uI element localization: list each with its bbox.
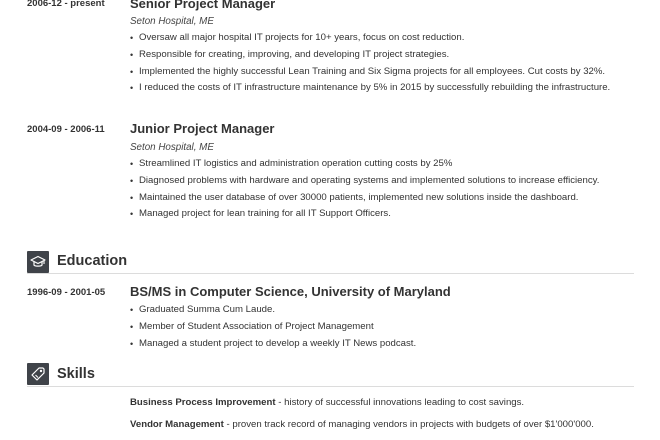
skill-name: Business Process Improvement (130, 397, 276, 408)
skill-item (130, 419, 594, 430)
list-item: • Maintained the user database of over 30000 patients, implemented new solutions inside the dashboard. (130, 190, 599, 207)
job-bullet-list (130, 30, 610, 97)
section-divider (27, 386, 634, 387)
job-organization: Seton Hospital, ME (130, 142, 214, 153)
list-item: • Responsible for creating, improving, and developing IT project strategies. (130, 47, 610, 64)
puzzle-tag-icon (27, 363, 49, 385)
list-item: • Streamlined IT logistics and administration operation cutting costs by 25% (130, 156, 599, 173)
skill-item (130, 397, 524, 408)
section-heading: Education (57, 253, 128, 269)
job-date: 2004-09 - 2006-11 (27, 124, 105, 135)
list-item: • Oversaw all major hospital IT projects for 10+ years, focus on cost reduction. (130, 30, 610, 47)
list-item: • Managed a student project to develop a weekly IT News podcast. (130, 336, 416, 353)
job-organization: Seton Hospital, ME (130, 16, 214, 27)
job-title: Senior Project Manager (130, 0, 276, 11)
list-item: • Graduated Summa Cum Laude. (130, 302, 416, 319)
list-item: • I reduced the costs of IT infrastructure maintenance by 5% in 2015 by successfully rebuilding the infrastructure. (130, 80, 610, 97)
list-item: • Member of Student Association of Project Management (130, 319, 416, 336)
list-item: • Managed project for lean training for all IT Support Officers. (130, 206, 599, 223)
skill-description: - proven track record of managing vendors in projects with budgets of over $1'000'000. (223, 419, 594, 430)
job-title: Junior Project Manager (130, 121, 275, 136)
education-title: BS/MS in Computer Science, University of Maryland (130, 284, 451, 299)
list-item: • Implemented the highly successful Lean Training and Six Sigma projects for all employees. Cut costs by 32%. (130, 64, 610, 81)
list-item: • Diagnosed problems with hardware and operating systems and implemented solutions to increase efficiency. (130, 173, 599, 190)
section-heading: Skills (57, 366, 95, 382)
job-bullet-list (130, 156, 599, 223)
graduation-cap-icon (27, 251, 49, 273)
education-date: 1996-09 - 2001-05 (27, 287, 106, 298)
skill-name: Vendor Management (130, 419, 224, 430)
education-bullet-list (130, 302, 416, 352)
job-date: 2006-12 - present (27, 0, 105, 9)
section-divider (27, 273, 634, 274)
skill-description: - history of successful innovations leading to cost savings. (275, 397, 525, 408)
